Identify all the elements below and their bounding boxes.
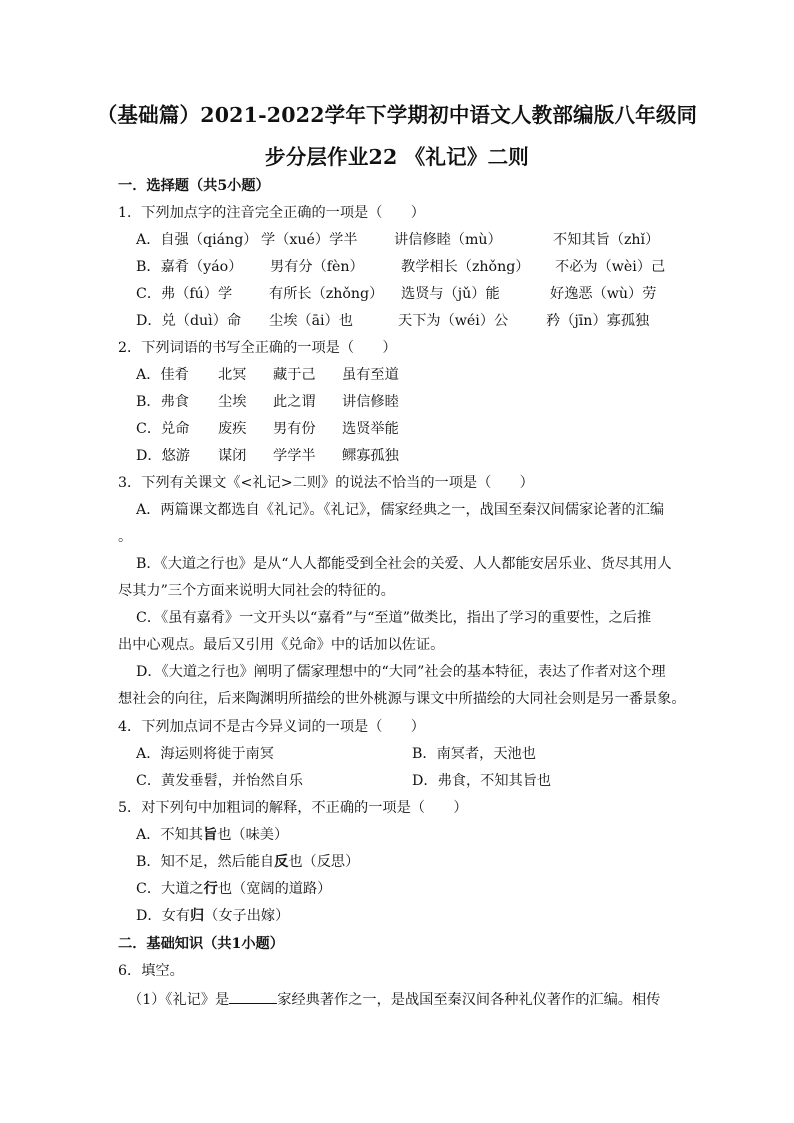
question-1-option-d (136, 311, 676, 331)
bold-word: 行 (203, 881, 218, 897)
option-part: 虽有至道 (342, 367, 399, 383)
option-part: A．佳肴 (136, 367, 189, 383)
question-5-option-a (136, 825, 288, 845)
question-6-part-1 (128, 989, 660, 1010)
section-heading-choice: 一．选择题（共5小题） (118, 178, 270, 194)
question-3-option-c-line-1: C．《虽有嘉肴》一文开头以“嘉肴”与“至道”做类比，指出了学习的重要性，之后推 (136, 610, 652, 626)
question-4-option-b: B．南冥者，天池也 (412, 746, 536, 762)
option-text: （女子出嫁） (204, 908, 290, 924)
document-title-line-2: 步分层作业22 《礼记》二则 (265, 145, 529, 169)
option-part: A．自强（qiáng） (136, 232, 258, 248)
question-4-option-c: C．黄发垂髫，并怡然自乐 (136, 773, 303, 789)
option-part: 谋闭 (218, 448, 247, 464)
bold-word: 归 (189, 908, 205, 924)
bold-word: 旨 (203, 827, 218, 843)
question-3-option-b-line-1: B．《大道之行也》是从“人人都能受到全社会的关爱、人人都能安居乐业、货尽其用人 (136, 556, 672, 572)
question-2-stem: 2．下列词语的书写全正确的一项是（ ） (118, 340, 397, 356)
option-part: C．弗（fú）学 (136, 286, 233, 302)
option-part: 男有份 (273, 421, 316, 437)
option-text: 也（味美） (217, 827, 289, 843)
option-text: 也（宽阔的道路） (217, 881, 332, 897)
option-text: C．大道之 (136, 881, 204, 897)
option-text: B．知不足，然后能自 (136, 854, 275, 870)
option-part: 不知其旨（zhǐ） (553, 232, 660, 248)
option-part: 尘埃 (218, 394, 247, 410)
question-3-option-c-line-2: 出中心观点。最后又引用《兑命》中的话加以佐证。 (118, 637, 445, 653)
answer-blank[interactable] (229, 989, 277, 1004)
question-6-stem: 6．填空。 (118, 963, 184, 979)
option-part: C．兑命 (136, 421, 190, 437)
section-heading-basic-knowledge: 二．基础知识（共1小题） (118, 936, 284, 952)
question-4-stem: 4．下列加点词不是古今异义词的一项是（ ） (118, 719, 425, 735)
question-2-option-a (136, 365, 436, 385)
fill-text: （1）《礼记》是 (128, 992, 230, 1008)
option-part: 不必为（wèi）己 (555, 259, 666, 275)
question-3-option-d-line-1: D．《大道之行也》阐明了儒家理想中的“大同”社会的基本特征，表达了作者对这个理 (136, 664, 666, 680)
option-part: 学学半 (273, 448, 316, 464)
option-part: 学（xué）学半 (261, 232, 358, 248)
option-part: 好逸恶（wù）劳 (550, 286, 657, 302)
question-5-option-b (136, 852, 359, 872)
question-1-option-a (136, 230, 676, 250)
option-part: 鳏寡孤独 (342, 448, 399, 464)
option-part: 藏于己 (273, 367, 316, 383)
question-5-option-c (136, 879, 331, 899)
option-part: D．兑（duì）命 (136, 313, 242, 329)
question-3-option-b-line-2: 尽其力”三个方面来说明大同社会的特征的。 (118, 583, 395, 599)
option-part: 此之谓 (273, 394, 316, 410)
option-part: 废疾 (218, 421, 247, 437)
document-title-line-1: （基础篇）2021-2022学年下学期初中语文人教部编版八年级同 (96, 103, 698, 127)
option-part: 北冥 (218, 367, 247, 383)
question-5-stem: 5．对下列句中加粗词的解释，不正确的一项是（ ） (118, 800, 468, 816)
question-1-option-b (136, 257, 676, 277)
option-part: 选贤与（jǔ）能 (401, 286, 500, 302)
option-part: B．弗食 (136, 394, 189, 410)
question-5-option-d (136, 906, 289, 926)
option-part: 讲信修睦 (342, 394, 399, 410)
question-2-option-c (136, 419, 436, 439)
question-1-option-c (136, 284, 676, 304)
option-part: B．嘉肴（yáo） (136, 259, 243, 275)
question-3-option-a-line-1: A．两篇课文都选自《礼记》。《礼记》，儒家经典之一，战国至秦汉间儒家论著的汇编 (136, 502, 665, 518)
option-part: 矜（jīn）寡孤独 (546, 313, 650, 329)
question-1-stem: 1．下列加点字的注音完全正确的一项是（ ） (118, 205, 425, 221)
question-4-option-d: D．弗食，不知其旨也 (412, 773, 552, 789)
option-part: 男有分（fèn） (270, 259, 364, 275)
question-2-option-b (136, 392, 436, 412)
option-part: 选贤举能 (342, 421, 399, 437)
option-text: A．不知其 (136, 827, 203, 843)
question-3-option-a-line-2: 。 (118, 529, 133, 545)
question-3-option-d-line-2: 想社会的向往，后来陶渊明所描绘的世外桃源与课文中所描绘的大同社会则是另一番景象。 (118, 691, 686, 707)
bold-word: 反 (274, 854, 289, 870)
question-4-option-a: A．海运则将徙于南冥 (136, 746, 274, 762)
question-3-stem: 3．下列有关课文《<礼记>二则》的说法不恰当的一项是（ ） (118, 475, 534, 491)
fill-text: 家经典著作之一，是战国至秦汉间各种礼仪著作的汇编。相传 (277, 992, 661, 1008)
option-text: D．女有 (136, 908, 190, 924)
option-part: 有所长（zhǒng） (269, 286, 384, 302)
option-part: D．悠游 (136, 448, 190, 464)
question-2-option-d (136, 446, 436, 466)
option-part: 教学相长（zhǒng） (401, 259, 530, 275)
option-part: 尘埃（āi）也 (269, 313, 353, 329)
option-part: 天下为（wéi）公 (398, 313, 509, 329)
option-text: 也（反思） (288, 854, 360, 870)
option-part: 讲信修睦（mù） (394, 232, 502, 248)
